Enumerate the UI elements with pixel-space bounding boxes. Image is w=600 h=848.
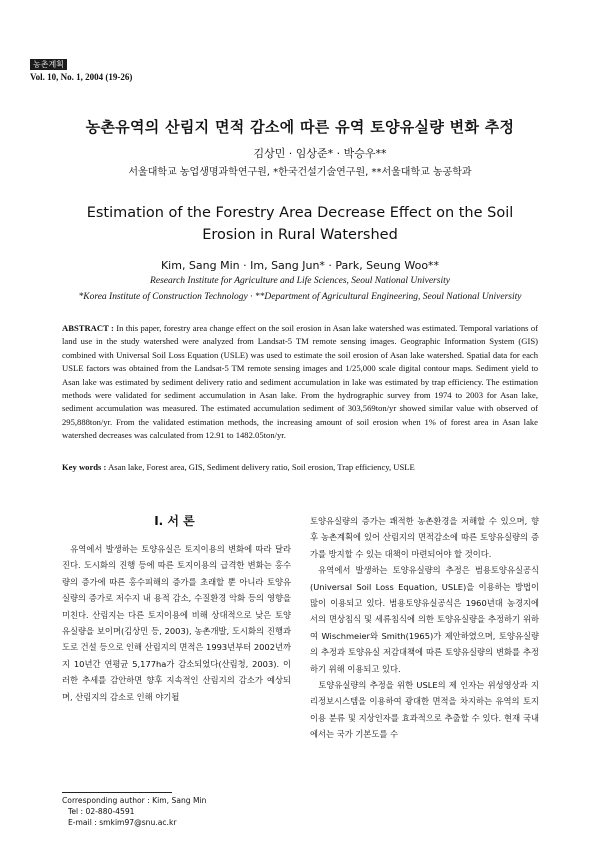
- abstract-label: ABSTRACT :: [62, 323, 114, 333]
- footnote-divider: [62, 792, 172, 793]
- section-heading-introduction: I. 서 론: [154, 514, 195, 528]
- paragraph: 유역에서 발생하는 토양유실은 토지이용의 변화에 따라 달라진다. 도시화의 진행 등에 따른 토지이용의 급격한 변화는 홍수량의 증가에 따른 홍수피해의 증가를 초래할 뿐 아니라 토양유실량의 증가로 저수지 내 용적 감소, 수질환경 악화 등의 영향을 미친다. 산림지는 다른 토지이용에 비해 상대적으로 낮은 토양유실량을 보이며(김상민 등, 2003), 농촌개발, 도시화의 진행과 도로 건설 등으로 인해 산림지의 면적은 1993년부터 2002년까지 10년간 연평균 5,177ha가 감소되었다(산림청, 2003). 이러한 추세를 감안하면 향후 지속적인 산림지의 감소가 예상되며, 산림지의 감소로 인해 야기될: [62, 544, 292, 702]
- keywords: [62, 462, 538, 472]
- authors-korean: 김상민 · 임상준* · 박승우**: [253, 147, 387, 160]
- author-email: E-mail : smkim97@snu.ac.kr: [68, 818, 177, 827]
- keywords-text: Asan lake, Forest area, GIS, Sediment delivery ratio, Soil erosion, Trap efficiency, USLE: [108, 462, 415, 472]
- affiliation-korean: 서울대학교 농업생명과학연구원, *한국건설기술연구원, **서울대학교 농공학과: [128, 167, 472, 178]
- footnote: [62, 795, 207, 828]
- abstract-text: In this paper, forestry area change effect on the soil erosion in Asan lake watershed was estimated. Temporal variations of land use in the study watershed were analyzed from Landsat-5 TM remote sensing images. Geographic Information System (GIS) combined with Universal Soil Loss Equation (USLE) was used to estimate the soil erosion of Asan lake watershed. Spatial data for each USLE factors was obtained from the Landsat-5 TM remote sensing images and 1/25,000 scale digital contour maps. Sediment yield to Asan lake was estimated by sediment delivery ratio and sediment accumulation in lake was estimated by trap efficiency. The estimation methods were validated for sediment accumulation in Asan lake. From the hydrographic survey from 1974 to 2003 for Asan lake, sediment accumulation was measured. The estimated accumulation sediment of 303,569ton/yr showed similar value with observed of 295,888ton/yr. From the validated estimation methods, the increasing amount of soil erosion when 1% of forest area in Asan lake watershed decreases was calculated from 12.91 to 1482.05ton/yr.: [62, 323, 538, 441]
- author-tel: Tel : 02-880-4591: [68, 807, 135, 816]
- title-korean: 농촌유역의 산림지 면적 감소에 따른 유역 토양유실량 변화 추정: [85, 118, 515, 136]
- left-column: [62, 541, 291, 705]
- affiliation-english-1: Research Institute for Agriculture and Life Sciences, Seoul National University: [150, 276, 450, 286]
- keywords-label: Key words :: [62, 462, 107, 472]
- abstract: [62, 322, 538, 443]
- paragraph: 토양유실량의 증가는 쾌적한 농촌환경을 저해할 수 있으며, 향후 농촌계획에 있어 산림지의 면적감소에 따른 토양유실량의 증가를 방지할 수 있는 대책이 마련되어야 할 것이다.: [310, 516, 539, 559]
- journal-badge: 농촌계획: [30, 59, 67, 70]
- affiliation-english-2: *Korea Institute of Construction Technology · **Department of Agricultural Engineering, Seoul National University: [78, 292, 522, 302]
- paragraph: 유역에서 발생하는 토양유실량의 추정은 범용토양유실공식(Universal Soil Loss Equation, USLE)을 이용하는 방법이 많이 이용되고 있다. 범용토양유실공식은 1960년대 농경지에서의 면상침식 및 세류침식에 의한 토양유실량을 추정하기 위하여 Wischmeier와 Smith(1965)가 제안하였으며, 토양유실량의 추정과 토양유실 저감대책에 따른 토양유실량의 변화를 추정하기 위해 이용되고 있다.: [310, 565, 539, 674]
- right-column: [310, 513, 539, 743]
- paragraph: 토양유실량의 추정을 위한 USLE의 제 인자는 위성영상과 지리정보시스템을 이용하여 광대한 면적을 차지하는 유역의 토지이용 분류 및 지상인자를 효과적으로 추출할 수 있다. 현재 국내에서는 국가 기본도를 수: [310, 680, 539, 740]
- authors-english: Kim, Sang Min · Im, Sang Jun* · Park, Seung Woo**: [160, 259, 440, 272]
- corresponding-author: Corresponding author : Kim, Sang Min: [62, 796, 207, 805]
- volume-line: Vol. 10, No. 1, 2004 (19-26): [30, 72, 133, 82]
- title-english: Estimation of the Forestry Area Decrease Effect on the Soil Erosion in Rural Watershed: [86, 205, 514, 243]
